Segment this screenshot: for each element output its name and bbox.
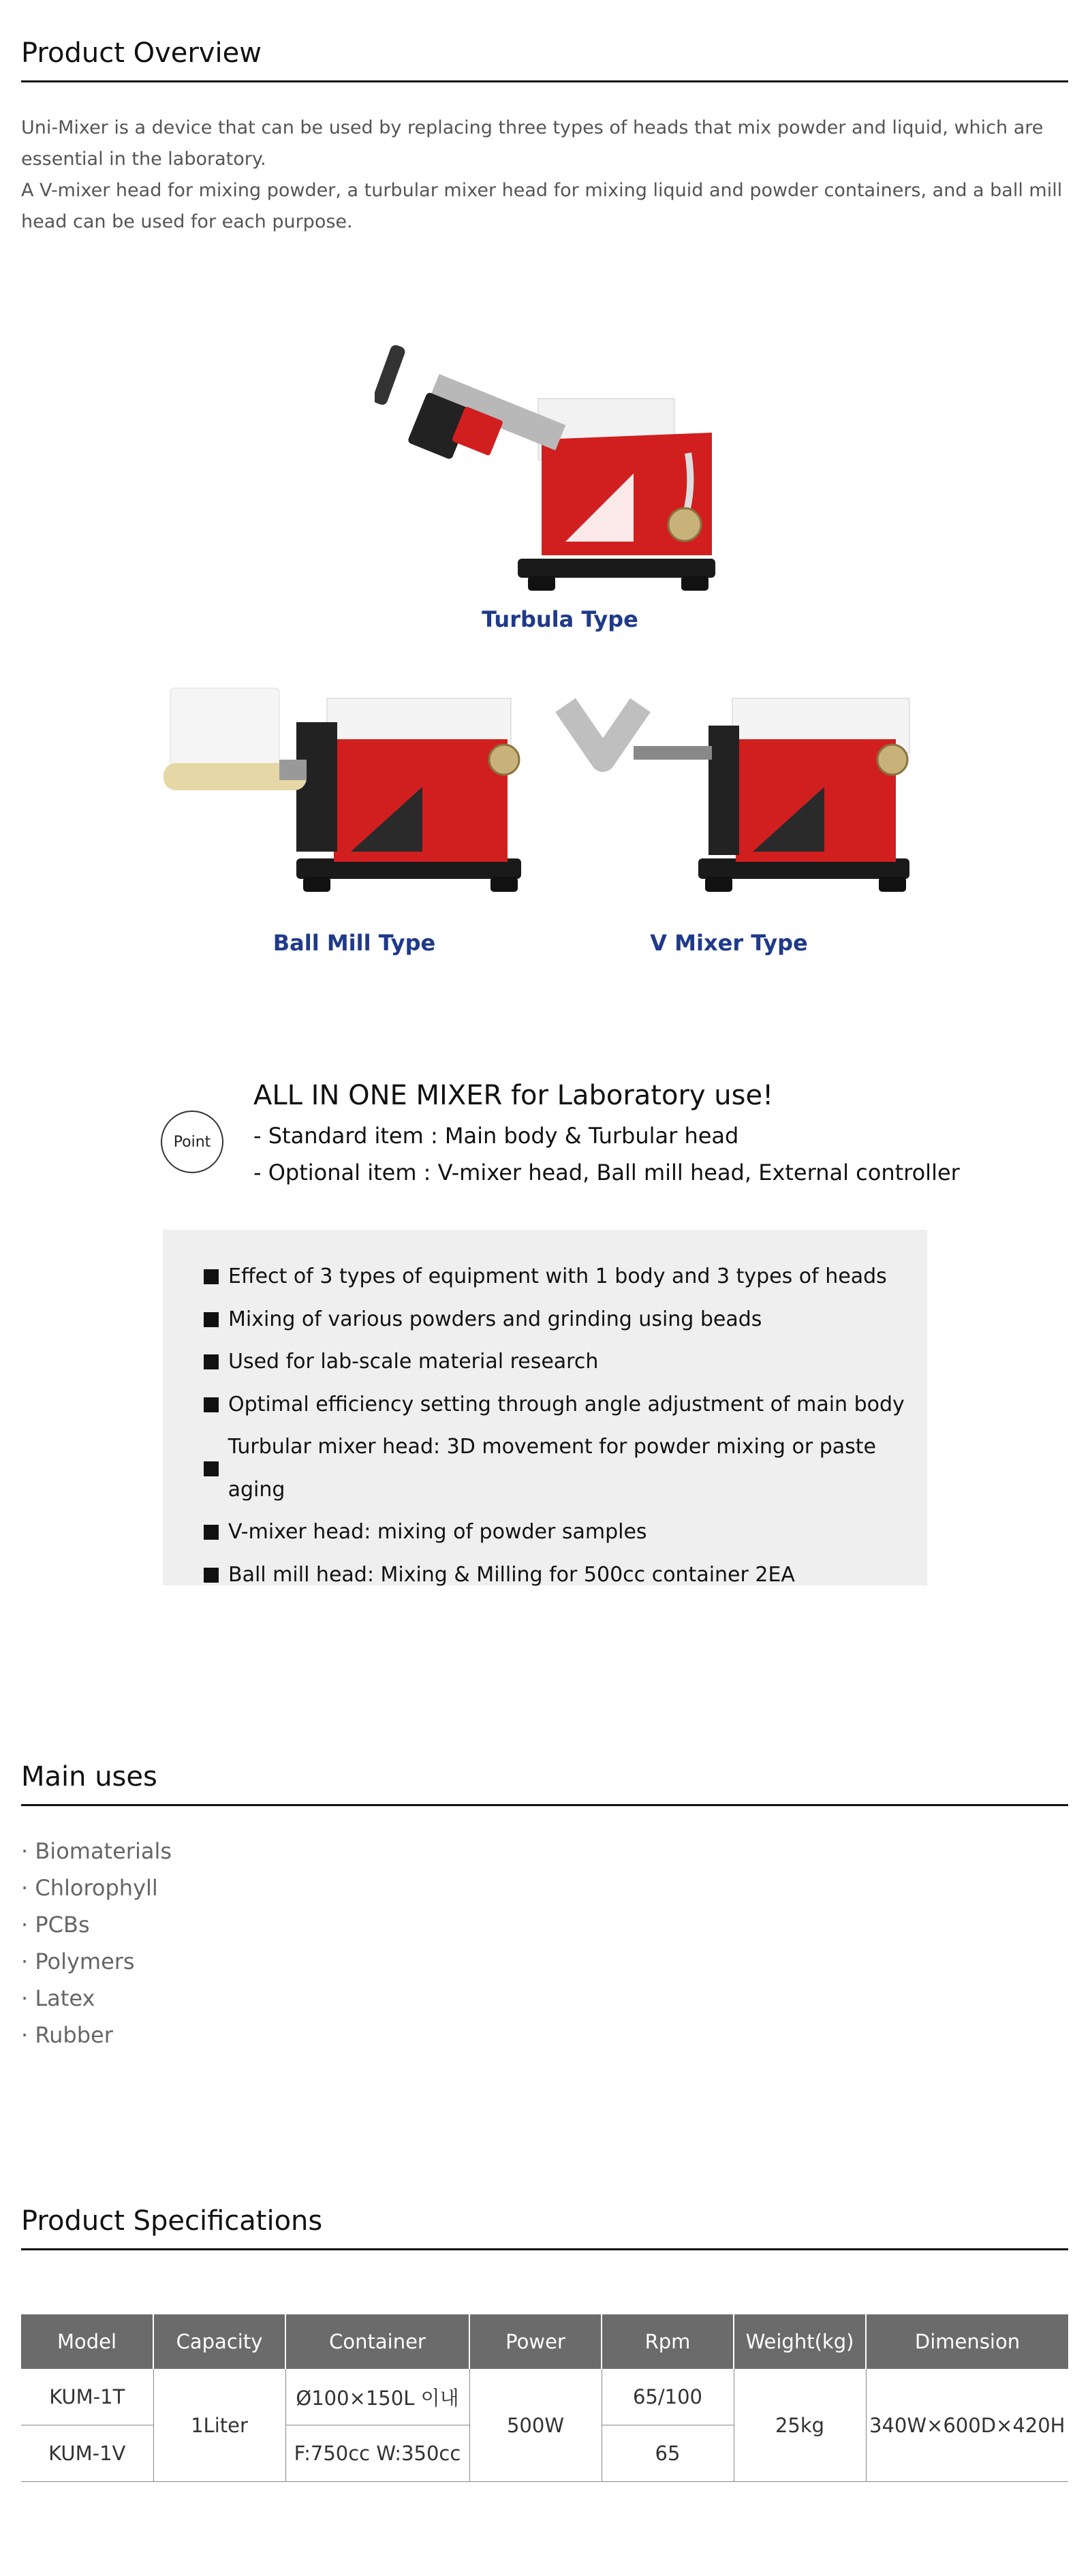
- spec-header-model: Model: [21, 2314, 153, 2369]
- use-text: Chlorophyll: [35, 1875, 158, 1901]
- spec-model-1: KUM-1T: [21, 2369, 153, 2425]
- point-badge: Point: [161, 1111, 223, 1173]
- feature-item: [204, 1299, 927, 1341]
- use-item: · PCBs: [21, 1912, 90, 1938]
- feature-text: Used for lab-scale material research: [228, 1350, 599, 1374]
- use-item: · Polymers: [21, 1949, 135, 1974]
- spec-dimension: 340W×600D×420H: [866, 2369, 1068, 2482]
- spec-rpm-1: 65/100: [602, 2369, 734, 2425]
- point-optional-item: - Optional item : V-mixer head, Ball mill head, External controller: [253, 1160, 960, 1185]
- feature-text: Turbular mixer head: 3D movement for powder mixing or paste aging: [228, 1435, 876, 1502]
- spec-header-weight: Weight(kg): [734, 2314, 866, 2369]
- point-standard-item: - Standard item : Main body & Turbular head: [253, 1123, 739, 1149]
- spec-capacity: 1Liter: [153, 2369, 285, 2482]
- spec-power: 500W: [469, 2369, 602, 2482]
- spec-table: [21, 2314, 1068, 2482]
- v-mixer-caption: V Mixer Type: [650, 930, 808, 956]
- table-row: [21, 2369, 1068, 2425]
- main-uses-list: [21, 1833, 172, 2053]
- square-bullet-icon: [204, 1354, 219, 1369]
- spec-rpm-2: 65: [602, 2425, 734, 2482]
- square-bullet-icon: [204, 1312, 219, 1327]
- spec-model-2: KUM-1V: [21, 2425, 153, 2482]
- spec-weight: 25kg: [734, 2369, 866, 2482]
- overview-paragraph-1: Uni-Mixer is a device that can be used by replacing three types of heads that mix powder and liquid, which are essential in the laboratory.: [21, 117, 1044, 170]
- use-text: PCBs: [35, 1912, 90, 1938]
- spec-container-2: F:750cc W:350cc: [285, 2425, 469, 2482]
- spec-header-dimension: Dimension: [866, 2314, 1068, 2369]
- square-bullet-icon: [204, 1269, 219, 1284]
- use-item: · Latex: [21, 1985, 95, 2011]
- feature-box: [163, 1230, 927, 1585]
- feature-item: [204, 1341, 927, 1384]
- specs-title: Product Specifications: [21, 2207, 1068, 2250]
- spec-header-row: [21, 2314, 1068, 2369]
- use-item: · Rubber: [21, 2022, 113, 2048]
- square-bullet-icon: [204, 1397, 219, 1412]
- feature-text: Mixing of various powders and grinding using beads: [228, 1307, 762, 1331]
- use-text: Polymers: [35, 1949, 135, 1974]
- spec-header-power: Power: [469, 2314, 602, 2369]
- feature-item: [204, 1426, 927, 1511]
- feature-text: Optimal efficiency setting through angle adjustment of main body: [228, 1392, 905, 1416]
- main-uses-title: Main uses: [21, 1763, 1068, 1806]
- overview-paragraph-2: A V-mixer head for mixing powder, a turbular mixer head for mixing liquid and powder containers, and a ball mill head can be used for each purpose.: [21, 180, 1063, 232]
- square-bullet-icon: [204, 1461, 219, 1476]
- v-mixer-machine-image: [552, 685, 933, 910]
- overview-text: [21, 112, 1070, 238]
- ball-mill-machine-image: [164, 685, 545, 910]
- spec-container-1: Ø100×150L 이내: [285, 2369, 469, 2425]
- spec-header-rpm: Rpm: [602, 2314, 734, 2369]
- use-text: Biomaterials: [35, 1838, 172, 1864]
- feature-item: [204, 1511, 927, 1554]
- feature-item: [204, 1256, 927, 1299]
- feature-text: Ball mill head: Mixing & Milling for 500cc container 2EA: [228, 1562, 795, 1587]
- spec-header-container: Container: [285, 2314, 469, 2369]
- point-headline: ALL IN ONE MIXER for Laboratory use!: [253, 1080, 774, 1111]
- turbula-caption: Turbula Type: [482, 606, 638, 632]
- feature-text: V-mixer head: mixing of powder samples: [228, 1520, 647, 1544]
- use-text: Rubber: [35, 2022, 113, 2048]
- feature-item: [204, 1554, 927, 1597]
- use-item: · Biomaterials: [21, 1838, 172, 1864]
- overview-title: Product Overview: [21, 40, 1068, 82]
- ball-mill-caption: Ball Mill Type: [272, 930, 436, 956]
- feature-text: Effect of 3 types of equipment with 1 body and 3 types of heads: [228, 1264, 887, 1288]
- use-text: Latex: [35, 1985, 95, 2011]
- square-bullet-icon: [204, 1525, 219, 1540]
- square-bullet-icon: [204, 1568, 219, 1583]
- feature-list: [163, 1230, 927, 1596]
- use-item: · Chlorophyll: [21, 1875, 158, 1901]
- feature-item: [204, 1384, 927, 1427]
- spec-header-capacity: Capacity: [153, 2314, 285, 2369]
- turbula-machine-image: [375, 337, 756, 603]
